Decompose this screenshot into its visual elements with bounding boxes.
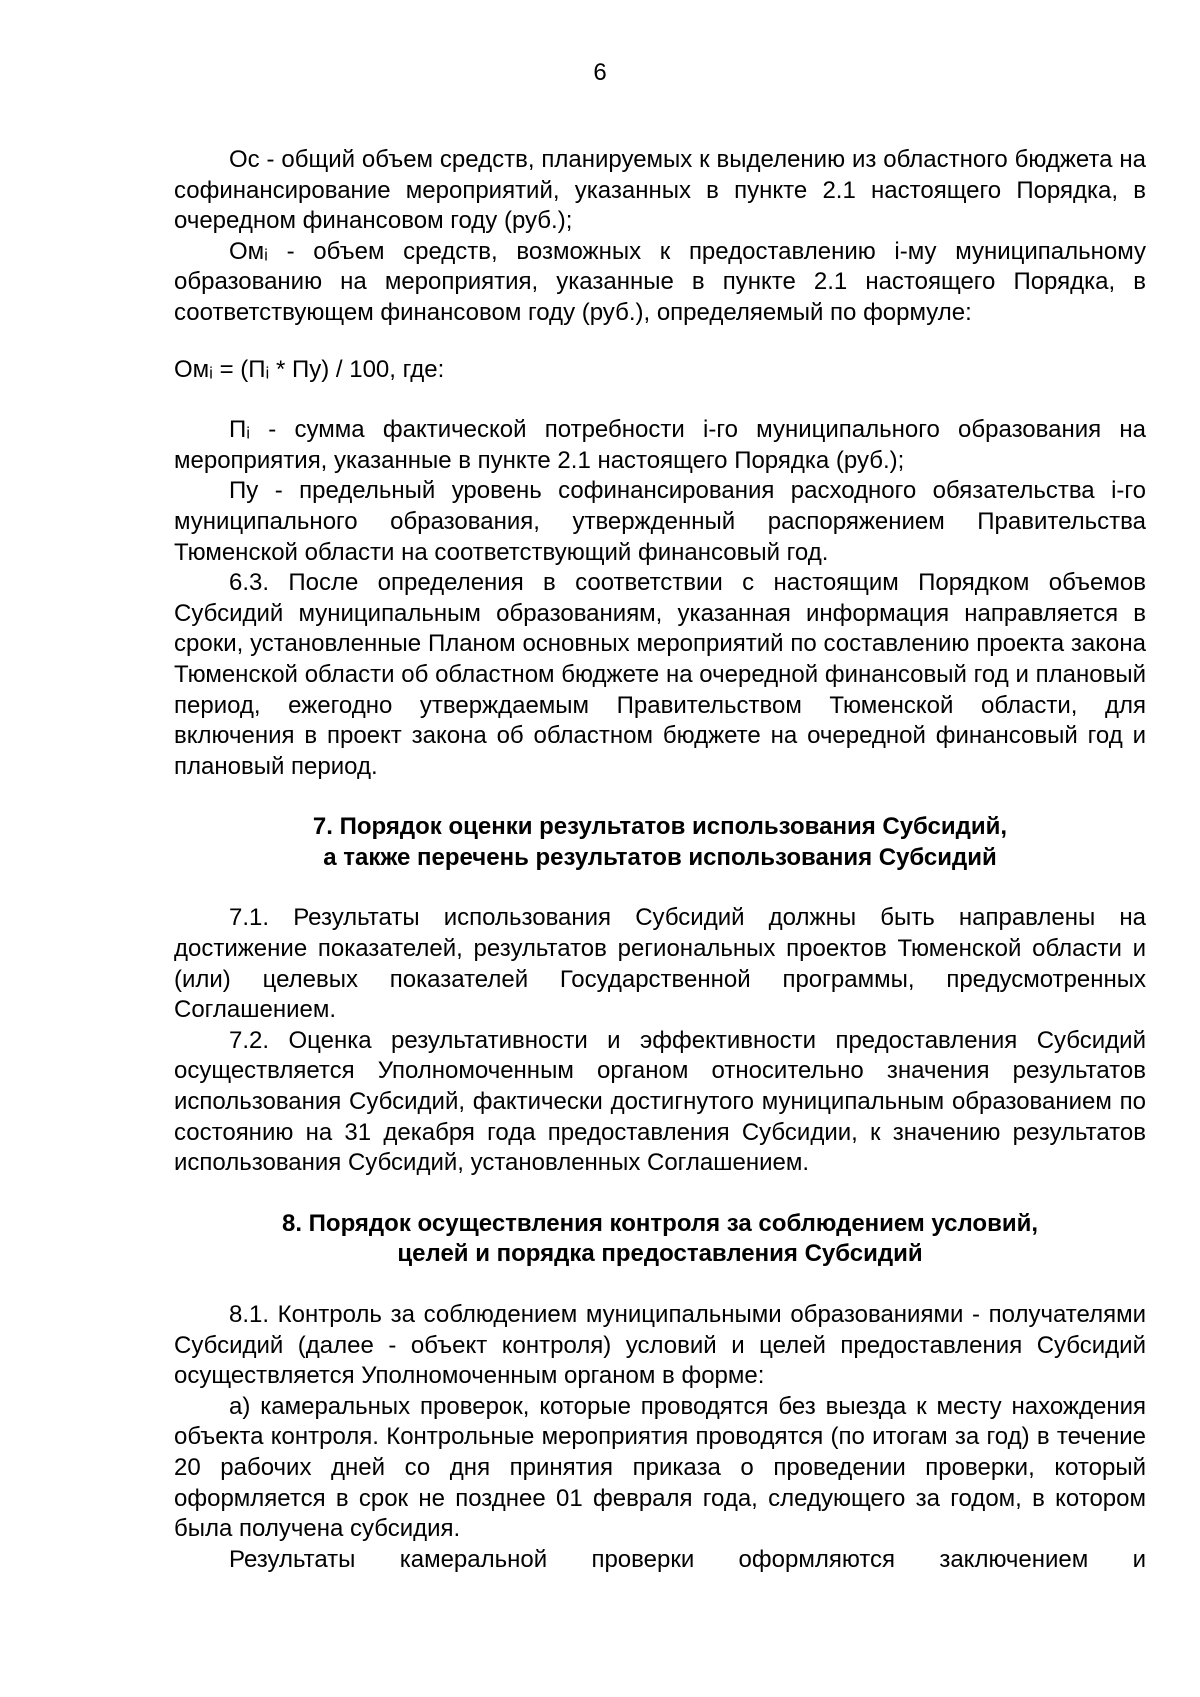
paragraph-omi: Омᵢ - объем средств, возможных к предоставлению i-му муниципальному образованию на мероприятия, указанные в пункте 2.1 настоящего Порядка, в соответствующем финансовом году (руб.), определяемый по формуле: — [174, 237, 1146, 326]
paragraph-7-1: 7.1. Результаты использования Субсидий должны быть направлены на достижение показателей, результатов региональных проектов Тюменской области и (или) целевых показателей Государственной программы, предусмотренных Соглашением. — [174, 904, 1146, 1024]
document-body — [174, 145, 1146, 1575]
section-8-heading-line2: целей и порядка предоставления Субсидий — [397, 1240, 923, 1268]
section-8-heading — [174, 1209, 1146, 1270]
paragraph-8-1: 8.1. Контроль за соблюдением муниципальными образованиями - получателями Субсидий (далее - объект контроля) условий и целей предоставления Субсидий осуществляется Уполномоченным органом в форме: — [174, 1301, 1146, 1390]
paragraph-8-1-a: а) камеральных проверок, которые проводятся без выезда к месту нахождения объекта контроля. Контрольные мероприятия проводятся (по итогам за год) в течение 20 рабочих дней со дня принятия приказа о проведении проверки, который оформляется в срок не позднее 01 февраля года, следующего за годом, в котором была получена субсидия. — [174, 1392, 1146, 1543]
paragraph-os: Ос - общий объем средств, планируемых к выделению из областного бюджета на софинансирование мероприятий, указанных в пункте 2.1 настоящего Порядка, в очередном финансовом году (руб.); — [174, 146, 1146, 235]
section-7-heading — [174, 812, 1146, 873]
section-7-heading-line1: 7. Порядок оценки результатов использования Субсидий, — [312, 813, 1008, 841]
page-number: 6 — [593, 59, 607, 86]
paragraph-7-2: 7.2. Оценка результативности и эффективности предоставления Субсидий осуществляется Уполномоченным органом относительно значения результатов использования Субсидий, фактически достигнутого муниципальным образованием по состоянию на 31 декабря года предоставления Субсидии, к значению результатов использования Субсидий, установленных Соглашением. — [174, 1026, 1146, 1177]
paragraph-6-3: 6.3. После определения в соответствии с настоящим Порядком объемов Субсидий муниципальным образованиям, указанная информация направляется в сроки, установленные Планом основных мероприятий по составлению проекта закона Тюменской области об областном бюджете на очередной финансовый год и плановый период, ежегодно утверждаемым Правительством Тюменской области, для включения в проект закона об областном бюджете на очередной финансовый год и плановый период. — [174, 569, 1146, 780]
paragraph-pu: Пу - предельный уровень софинансирования расходного обязательства i-го муниципального образования, утвержденный распоряжением Правительства Тюменской области на соответствующий финансовый год. — [174, 477, 1146, 566]
section-8-heading-line1: 8. Порядок осуществления контроля за соблюдением условий, — [281, 1209, 1038, 1237]
paragraph-results: Результаты камеральной проверки оформляются заключением и — [229, 1545, 1146, 1573]
formula: Омᵢ = (Пᵢ * Пу) / 100, где: — [174, 355, 445, 383]
section-7-heading-line2: а также перечень результатов использования Субсидий — [323, 843, 997, 871]
paragraph-pi: Пᵢ - сумма фактической потребности i-го муниципального образования на мероприятия, указанные в пункте 2.1 настоящего Порядка (руб.); — [174, 416, 1146, 474]
